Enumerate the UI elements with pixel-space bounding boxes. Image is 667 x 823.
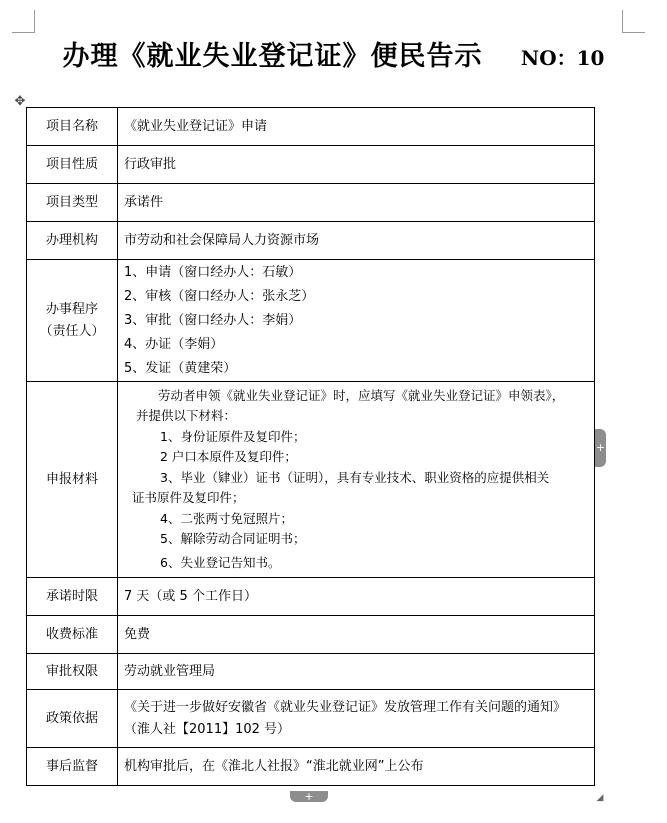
material-item: 6、失业登记告知书。 xyxy=(160,554,281,570)
row-value: 劳动就业管理局 xyxy=(118,654,595,690)
material-item: 3、毕业（肄业）证书（证明），具有专业技术、职业资格的应提供相关 xyxy=(160,469,550,485)
document-number: NO：10 xyxy=(520,46,605,70)
policy-line: （淮人社【2011】102 号） xyxy=(124,721,291,737)
add-column-icon[interactable]: + xyxy=(595,429,606,467)
page-corner-mark-top-left xyxy=(12,10,35,33)
row-value: 市劳动和社会保障局人力资源市场 xyxy=(118,222,595,260)
row-value: 承诺件 xyxy=(118,184,595,222)
table-row xyxy=(27,578,595,616)
procedure-step: 5、发证（黄建荣） xyxy=(124,360,237,376)
materials-content xyxy=(118,382,595,578)
row-label: 办理机构 xyxy=(27,222,118,260)
procedure-step: 4、办证（李娟） xyxy=(124,336,224,352)
table-row xyxy=(27,654,595,690)
table-move-handle-icon[interactable]: ✥ xyxy=(14,94,26,109)
row-label: 收费标准 xyxy=(27,616,118,654)
row-value: 《就业失业登记证》申请 xyxy=(118,108,595,146)
materials-intro: 并提供以下材料： xyxy=(136,408,237,424)
table-row xyxy=(27,222,595,260)
supervision-row xyxy=(27,748,595,786)
table-row xyxy=(27,616,595,654)
page-corner-mark-top-right xyxy=(622,10,645,33)
material-item: 证书原件及复印件； xyxy=(132,490,245,506)
procedure-label-line: （责任人） xyxy=(39,323,105,339)
supervision-label: 事后监督 xyxy=(27,748,118,786)
title-text: 办理《就业失业登记证》便民告示 xyxy=(62,41,483,72)
material-item: 4、二张两寸免冠照片； xyxy=(160,510,293,526)
row-value: 免费 xyxy=(118,616,595,654)
material-item: 5、解除劳动合同证明书； xyxy=(160,531,306,547)
material-item: 1、身份证原件及复印件； xyxy=(160,428,306,444)
table-row xyxy=(27,146,595,184)
procedure-steps xyxy=(118,260,595,382)
add-row-icon[interactable]: + xyxy=(290,791,328,802)
row-label: 项目类型 xyxy=(27,184,118,222)
document-title xyxy=(0,34,667,73)
policy-label: 政策依据 xyxy=(27,690,118,748)
procedure-step: 2、审核（窗口经办人：张永芝） xyxy=(124,288,315,304)
policy-row xyxy=(27,690,595,748)
materials-row xyxy=(27,382,595,578)
table-resize-handle-icon[interactable]: ◢ xyxy=(596,793,604,803)
row-value: 行政审批 xyxy=(118,146,595,184)
supervision-value: 机构审批后，在《淮北人社报》“淮北就业网”上公布 xyxy=(118,748,595,786)
table-row xyxy=(27,184,595,222)
procedure-step: 1、申请（窗口经办人：石敏） xyxy=(124,264,302,280)
row-label: 审批权限 xyxy=(27,654,118,690)
row-value: 7 天（或 5 个工作日） xyxy=(118,578,595,616)
materials-label: 申报材料 xyxy=(27,382,118,578)
row-label: 项目名称 xyxy=(27,108,118,146)
notice-table xyxy=(26,107,595,786)
row-label: 承诺时限 xyxy=(27,578,118,616)
row-label: 项目性质 xyxy=(27,146,118,184)
table-row xyxy=(27,108,595,146)
procedure-label-line: 办事程序 xyxy=(45,301,98,317)
procedure-step: 3、审批（窗口经办人：李娟） xyxy=(124,312,302,328)
procedure-row xyxy=(27,260,595,382)
procedure-label xyxy=(27,260,118,382)
material-item: 2 户口本原件及复印件； xyxy=(160,449,297,465)
materials-intro: 劳动者申领《就业失业登记证》时，应填写《就业失业登记证》申领表》， xyxy=(158,387,565,403)
policy-line: 《关于进一步做好安徽省《就业失业登记证》发放管理工作有关问题的通知》 xyxy=(124,699,567,715)
policy-value xyxy=(118,690,595,748)
